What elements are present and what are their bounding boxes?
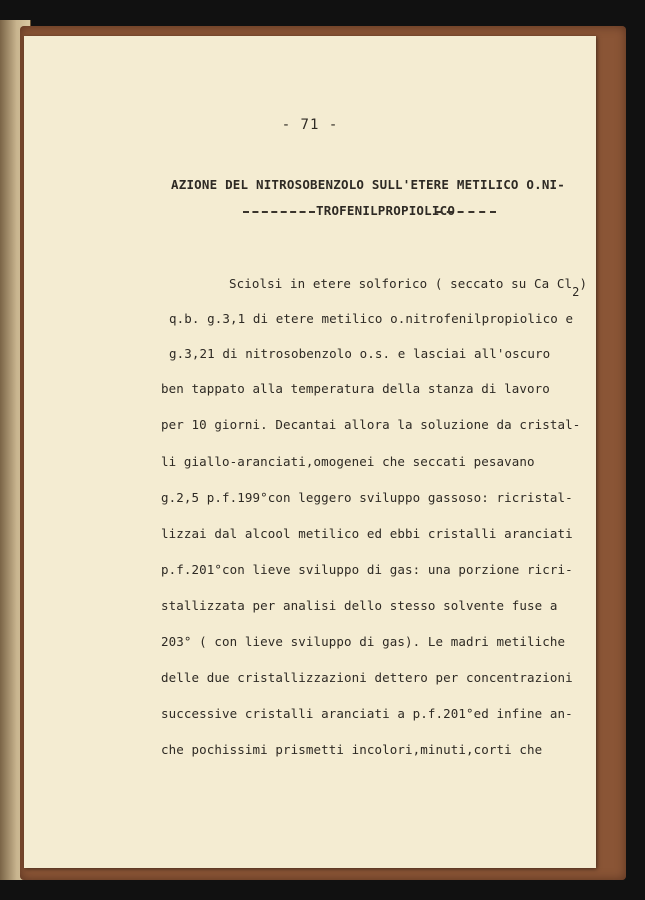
title-dash-left <box>243 211 315 213</box>
body-line: per 10 giorni. Decantai allora la soluzione da cristal- <box>161 417 581 432</box>
body-line: q.b. g.3,1 di etere metilico o.nitrofenilpropiolico e <box>169 311 574 326</box>
body-line: stallizzata per analisi dello stesso solvente fuse a <box>161 598 558 613</box>
page-number: - 71 - <box>281 117 339 133</box>
body-line: lizzai dal alcool metilico ed ebbi cristalli aranciati <box>161 526 573 541</box>
body-line: ben tappato alla temperatura della stanza di lavoro <box>161 381 550 396</box>
title-dash-right <box>436 211 496 213</box>
body-line: 203° ( con lieve sviluppo di gas). Le madri metiliche <box>161 634 566 649</box>
body-line: Sciolsi in etere solforico ( seccato su Ca Cl2) <box>229 276 588 299</box>
body-line: che pochissimi prismetti incolori,minuti,corti che <box>161 742 543 757</box>
body-line: successive cristalli aranciati a p.f.201°ed infine an- <box>161 706 573 721</box>
subscript: 2 <box>572 285 580 299</box>
body-line: g.3,21 di nitrosobenzolo o.s. e lasciai all'oscuro <box>169 346 551 361</box>
body-line: delle due cristallizzazioni dettero per concentrazioni <box>161 670 573 685</box>
body-line: g.2,5 p.f.199°con leggero sviluppo gassoso: ricristal- <box>161 490 573 505</box>
title-line-2: TROFENILPROPIOLICO <box>316 203 456 218</box>
body-line: li giallo-aranciati,omogenei che seccati pesavano <box>161 454 535 469</box>
title-line-1: AZIONE DEL NITROSOBENZOLO SULL'ETERE METILICO O.NI- <box>171 177 566 192</box>
document-page <box>24 36 596 868</box>
body-line: p.f.201°con lieve sviluppo di gas: una porzione ricri- <box>161 562 573 577</box>
